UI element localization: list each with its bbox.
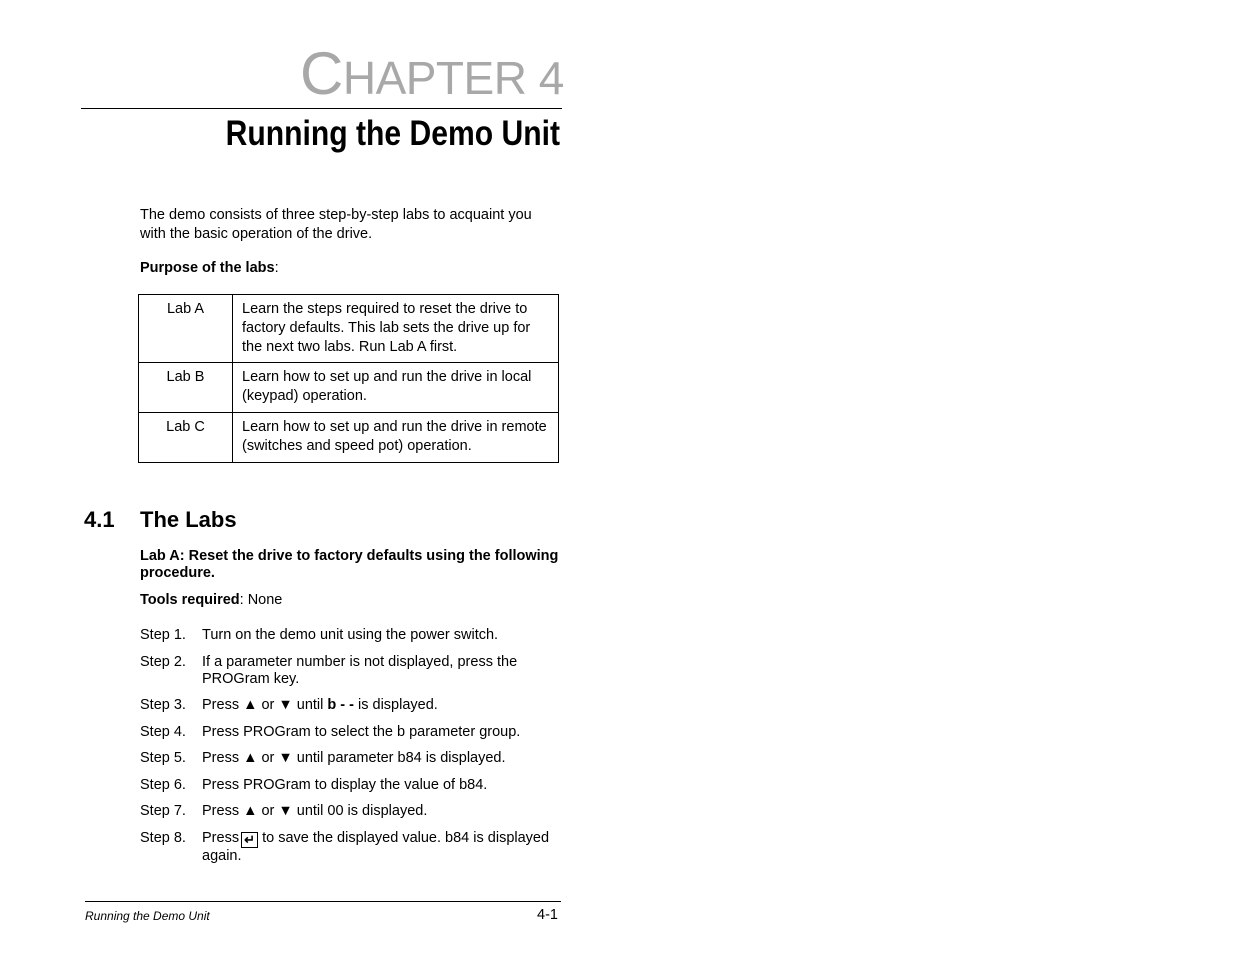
step-text-before: Press ▲ or ▼ until [202, 697, 328, 713]
labs-table [138, 294, 559, 463]
step-text-after: is displayed. [353, 697, 438, 713]
step-text-before: Press [202, 829, 240, 846]
footer-rule [85, 901, 561, 902]
lab-a-heading: Lab A: Reset the drive to factory defaults using the following procedure. [140, 548, 559, 581]
lab-description-cell: Learn how to set up and run the drive in local (keypad) operation. [233, 363, 559, 413]
step-text: Press PROGram to select the b parameter group. [202, 723, 521, 740]
table-row [139, 412, 559, 462]
purpose-suffix: : [274, 260, 279, 276]
step-text: Press PROGram to display the value of b84. [202, 776, 488, 793]
step-text: Press ▲ or ▼ until 00 is displayed. [202, 803, 428, 819]
lab-name-cell: Lab B [139, 363, 233, 413]
tools-value: : None [239, 592, 283, 608]
list-item [140, 803, 562, 820]
step-text: If a parameter number is not displayed, press the PROGram key. [202, 653, 518, 687]
section-heading [84, 506, 237, 534]
step-text: Press ▲ or ▼ until parameter b84 is displayed. [202, 750, 506, 766]
display-code: b - - [327, 697, 354, 713]
steps-list [140, 627, 562, 874]
list-item [140, 697, 562, 714]
list-item [140, 627, 562, 644]
list-item [140, 654, 562, 688]
tools-line [140, 591, 560, 609]
step-text [202, 697, 562, 714]
step-label: Step 2. [140, 653, 186, 670]
lab-description-cell: Learn the steps required to reset the drive to factory defaults. This lab sets the drive up for the next two labs. Run Lab A first. [233, 295, 559, 363]
footer-title: Running the Demo Unit [85, 909, 210, 923]
chapter-label [300, 40, 564, 108]
lab-description-cell: Learn how to set up and run the drive in remote (switches and speed pot) operation. [233, 412, 559, 462]
chapter-rule [81, 108, 562, 109]
purpose-label: Purpose of the labs [140, 260, 275, 276]
list-item [140, 724, 562, 741]
list-item [140, 777, 562, 794]
step-label: Step 3. [140, 697, 186, 713]
step-label: Step 8. [140, 829, 186, 846]
step-label: Step 1. [140, 627, 186, 643]
page-number: 4-1 [537, 907, 558, 923]
chapter-label-rest: HAPTER 4 [342, 52, 564, 104]
lab-name-cell: Lab C [139, 412, 233, 462]
purpose-line [140, 259, 560, 278]
intro-paragraph: The demo consists of three step-by-step labs to acquaint you with the basic operation of the drive. [140, 207, 532, 242]
enter-key-icon: ↵ [241, 832, 258, 848]
lab-name-cell: Lab A [139, 295, 233, 363]
section-number: 4.1 [84, 507, 115, 532]
step-text: Turn on the demo unit using the power switch. [202, 627, 499, 643]
step-label: Step 5. [140, 750, 186, 766]
step-text [202, 830, 562, 865]
step-label: Step 6. [140, 776, 186, 793]
chapter-title: Running the Demo Unit [225, 114, 560, 153]
step-label: Step 4. [140, 723, 186, 740]
list-item [140, 830, 562, 865]
list-item [140, 750, 562, 767]
table-row [139, 295, 559, 363]
tools-label: Tools required [140, 592, 240, 608]
step-label: Step 7. [140, 803, 186, 819]
chapter-label-initial: C [300, 40, 343, 107]
section-title: The Labs [140, 507, 237, 532]
step-text-after: to save the displayed value. b84 is displayed again. [202, 829, 550, 864]
table-row [139, 363, 559, 413]
